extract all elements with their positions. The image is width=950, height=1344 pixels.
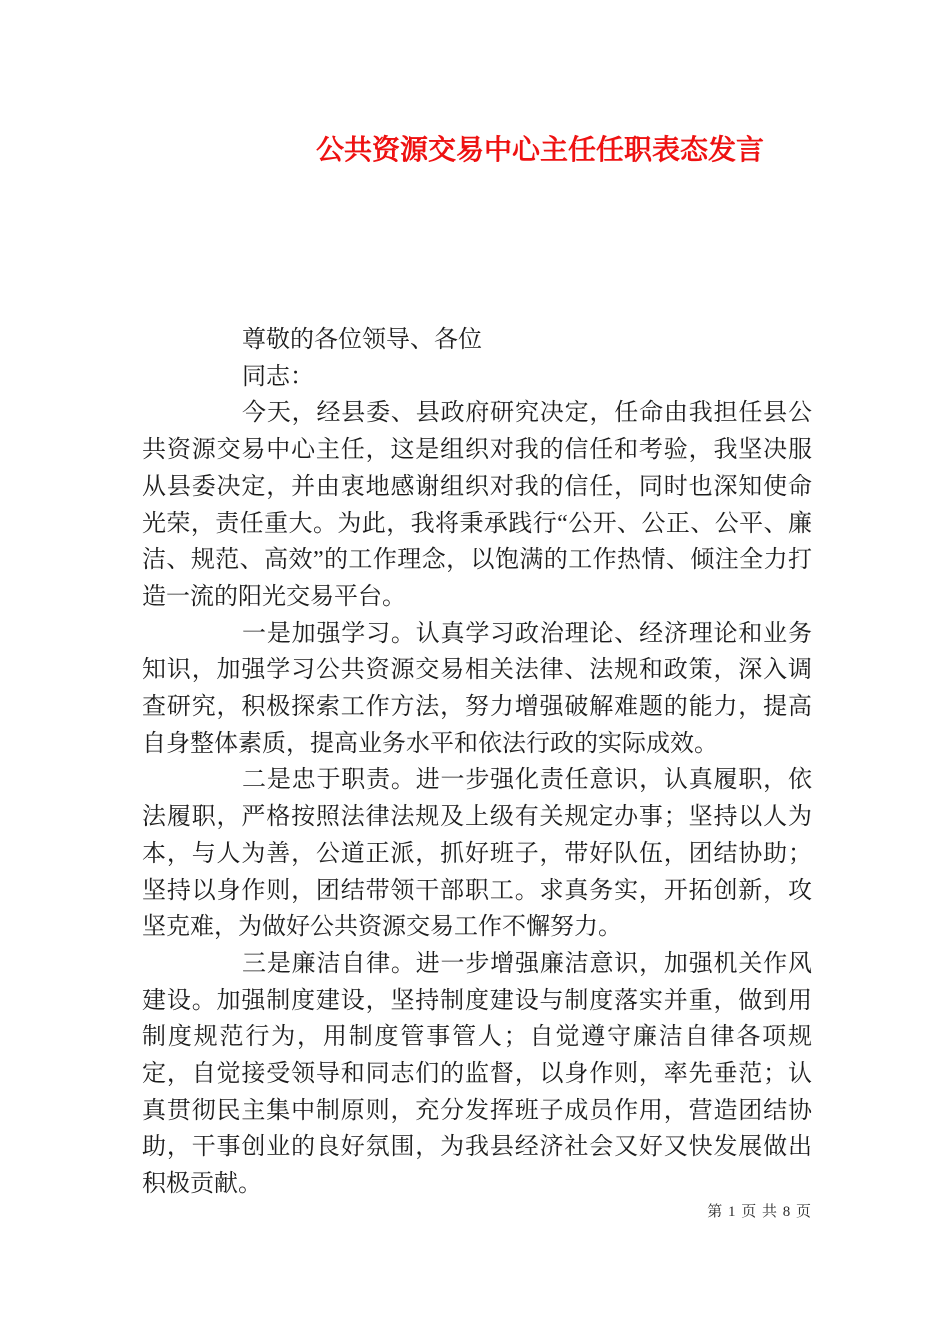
page-footer — [707, 1202, 812, 1222]
paragraph: 同志： — [242, 363, 314, 390]
document-title: 公共资源交易中心主任任职表态发言 — [315, 135, 764, 166]
document-body — [142, 322, 812, 1203]
paragraph: 二是忠于职责。进一步强化责任意识，认真履职，依法履职，严格按照法律法规及上级有关规定办事；坚持以人为本，与人为善，公道正派，抓好班子，带好队伍，团结协助；坚持以身作则，团结带领干部职工。求真务实，开拓创新，攻坚克难，为做好公共资源交易工作不懈努力。 — [142, 767, 812, 941]
paragraph: 尊敬的各位领导、各位 — [242, 327, 482, 353]
paragraph: 今天，经县委、县政府研究决定，任命由我担任县公共资源交易中心主任，这是组织对我的信任和考验，我坚决服从县委决定，并由衷地感谢组织对我的信任，同时也深知使命光荣，责任重大。为此，我将秉承践行“公开、公正、公平、廉洁、规范、高效”的工作理念，以饱满的工作热情、倾注全力打造一流的阳光交易平台。 — [142, 400, 812, 610]
paragraph: 三是廉洁自律。进一步增强廉洁意识，加强机关作风建设。加强制度建设，坚持制度建设与制度落实并重，做到用制度规范行为，用制度管事管人；自觉遵守廉洁自律各项规定，自觉接受领导和同志们的监督，以身作则，率先垂范；认真贯彻民主集中制原则，充分发挥班子成员作用，营造团结协助，干事创业的良好氛围，为我县经济社会又好又快发展做出积极贡献。 — [142, 950, 812, 1198]
page-number-label: 第 1 页 共 8 页 — [707, 1204, 812, 1220]
paragraph: 一是加强学习。认真学习政治理论、经济理论和业务知识，加强学习公共资源交易相关法律、法规和政策，深入调查研究，积极探索工作方法，努力增强破解难题的能力，提高自身整体素质，提高业务水平和依法行政的实际成效。 — [142, 620, 812, 757]
